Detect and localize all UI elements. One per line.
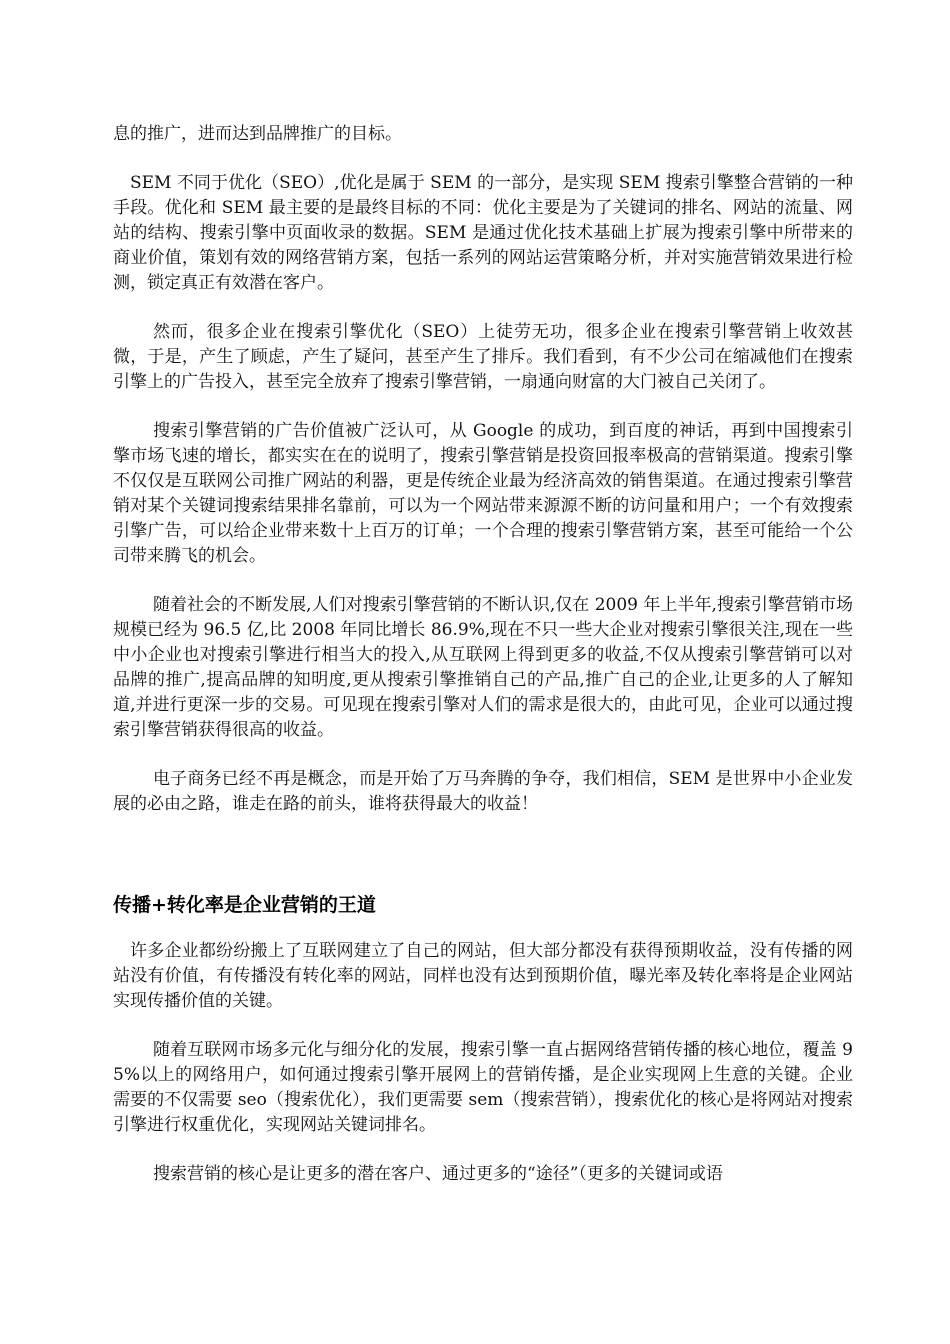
spacer <box>113 841 853 891</box>
paragraph: 搜索引擎营销的广告价值被广泛认可，从 Google 的成功，到百度的神话，再到中国搜索引擎市场飞速的增长，都实实在在的说明了，搜索引擎营销是投资回报率极高的营销渠道。搜索引擎不仅仅是互联网公司推广网站的利器，更是传统企业最为经济高效的销售渠道。在通过搜索引擎营销对某个关键词搜索结果排名靠前，可以为一个网站带来源源不断的访问量和用户；一个有效搜索引擎广告，可以给企业带来数十上百万的订单；一个合理的搜索引擎营销方案，甚至可能给一个公司带来腾飞的机会。 <box>113 421 853 566</box>
paragraph: 许多企业都纷纷搬上了互联网建立了自己的网站，但大部分都没有获得预期收益，没有传播的网站没有价值，有传播没有转化率的网站，同样也没有达到预期价值，曝光率及转化率将是企业网站实现传播价值的关键。 <box>113 941 853 1011</box>
paragraph: 随着社会的不断发展,人们对搜索引擎营销的不断认识,仅在 2009 年上半年,搜索引擎营销市场规模已经为 96.5 亿,比 2008 年同比增长 86.9%,现在不只一些大企业对搜索引擎很关注,现在一些中小企业也对搜索引擎进行相当大的投入,从互联网上得到更多的收益,不仅从搜索引擎营销可以对品牌的推广,提高品牌的知明度,更从搜索引擎推销自己的产品,推广自己的企业,让更多的人了解知道,并进行更深一步的交易。可见现在搜索引擎对人们的需求是很大的，由此可见，企业可以通过搜索引擎营销获得很高的收益。 <box>113 595 853 740</box>
paragraph: SEM 不同于优化（SEO）,优化是属于 SEM 的一部分，是实现 SEM 搜索引擎整合营销的一种手段。优化和 SEM 最主要的是最终目标的不同：优化主要是为了关键词的排名、网站的流量、网站的结构、搜索引擎中页面收录的数据。SEM 是通过优化技术基础上扩展为搜索引擎中所带来的商业价值，策划有效的网络营销方案，包括一系列的网站运营策略分析，并对实施营销效果进行检测，锁定真正有效潜在客户。 <box>113 173 853 293</box>
section-heading: 传播+转化率是企业营销的王道 <box>113 894 376 916</box>
paragraph: 随着互联网市场多元化与细分化的发展，搜索引擎一直占据网络营销传播的核心地位，覆盖 95%以上的网络用户，如何通过搜索引擎开展网上的营销传播，是企业实现网上生意的关键。企业需要的不仅需要 seo（搜索优化），我们更需要 sem（搜索营销），搜索优化的核心是将网站对搜索引擎进行权重优化，实现网站关键词排名。 <box>113 1040 853 1135</box>
document-body <box>113 122 853 1211</box>
paragraph: 搜索营销的核心是让更多的潜在客户、通过更多的“途径”（更多的关键词或语 <box>153 1164 723 1184</box>
paragraph: 电子商务已经不再是概念，而是开始了万马奔腾的争夺，我们相信，SEM 是世界中小企业发展的必由之路，谁走在路的前头，谁将获得最大的收益！ <box>113 769 853 814</box>
paragraph: 息的推广，进而达到品牌推广的目标。 <box>113 124 402 144</box>
paragraph: 然而，很多企业在搜索引擎优化（SEO）上徒劳无功，很多企业在搜索引擎营销上收效甚微，于是，产生了顾虑，产生了疑问，甚至产生了排斥。我们看到，有不少公司在缩减他们在搜索引擎上的广告投入，甚至完全放弃了搜索引擎营销，一扇通向财富的大门被自己关闭了。 <box>113 322 853 392</box>
